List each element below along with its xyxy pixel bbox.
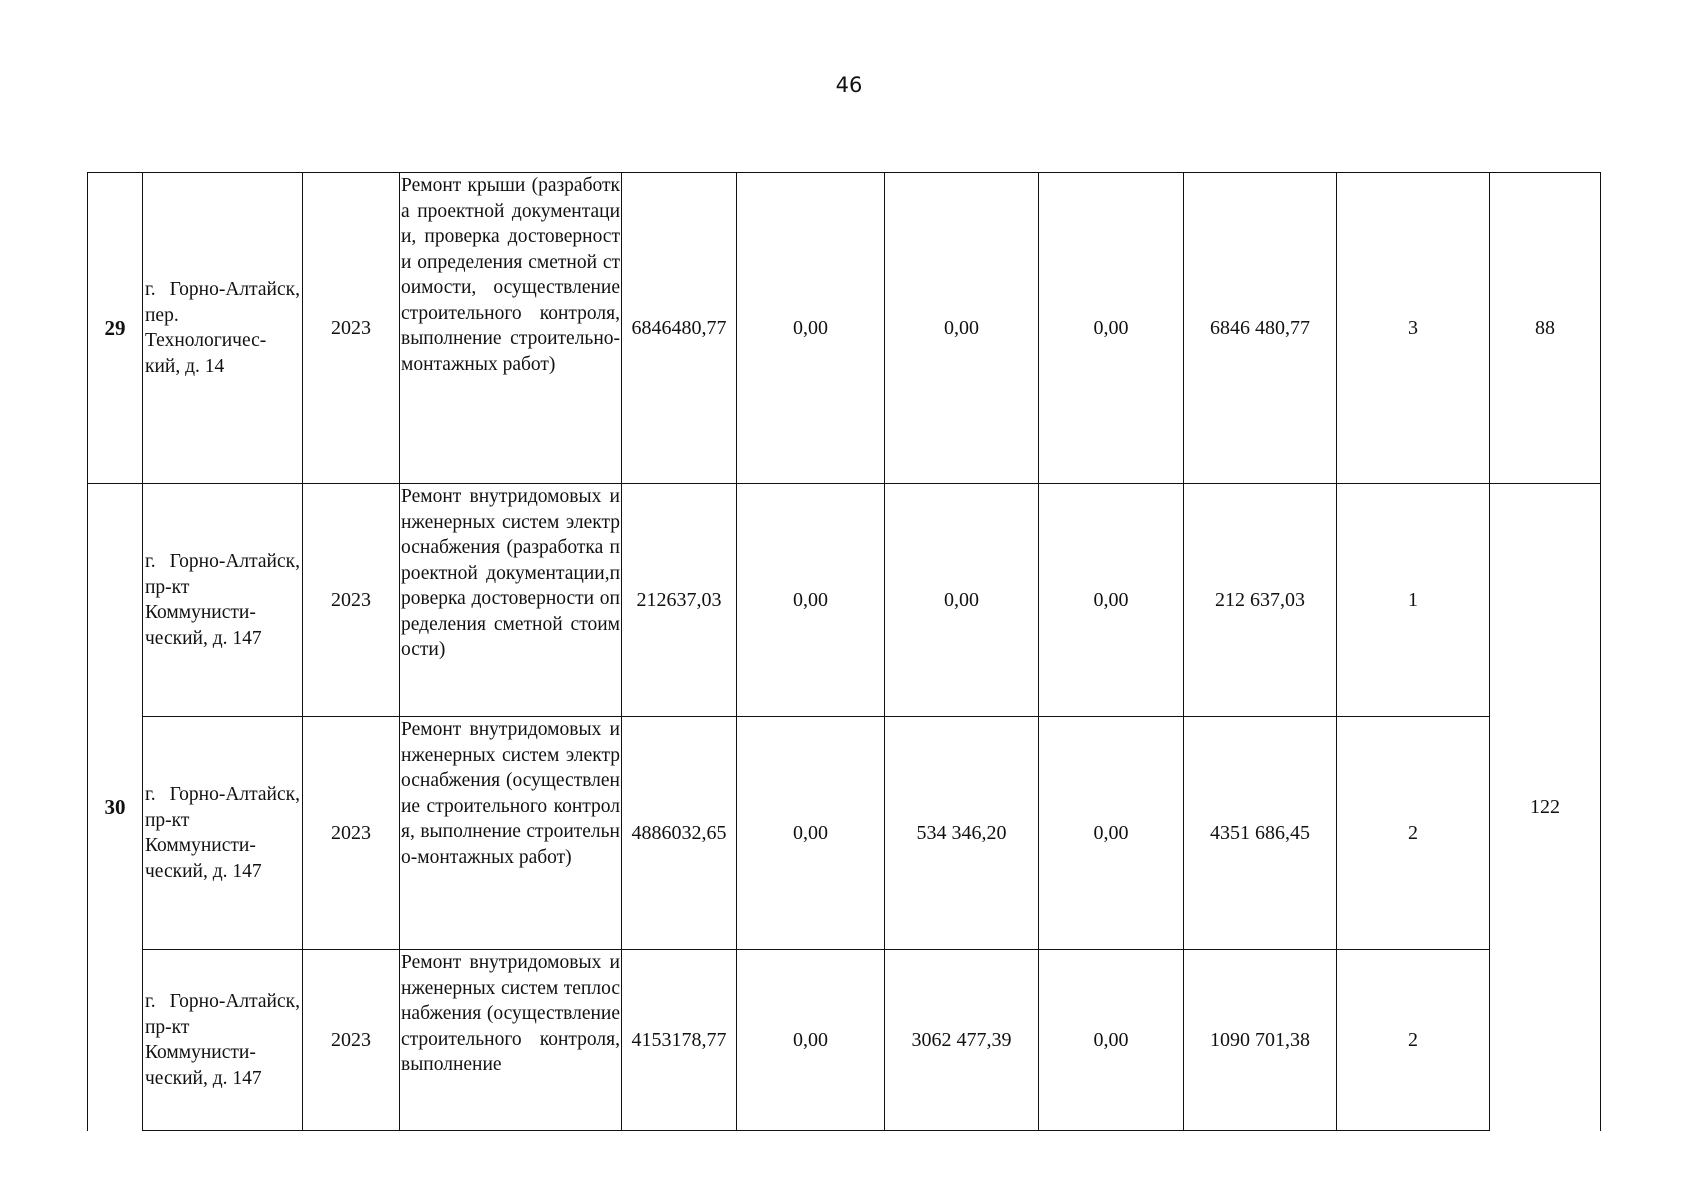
owners-funds-cell: 4351 686,45 xyxy=(1184,717,1337,950)
months-cell: 3 xyxy=(1337,173,1490,484)
repair-works-table xyxy=(87,172,1601,1131)
fund-cell: 0,00 xyxy=(737,484,885,717)
owners-funds-cell: 1090 701,38 xyxy=(1184,950,1337,1131)
table-row xyxy=(88,717,1601,950)
table-row xyxy=(88,950,1601,1131)
months-cell: 2 xyxy=(1337,950,1490,1131)
total-cost-cell: 212637,03 xyxy=(622,484,737,717)
row-number: 30 xyxy=(88,484,143,1131)
fund-cell: 0,00 xyxy=(737,717,885,950)
total-cost-cell: 4153178,77 xyxy=(622,950,737,1131)
count-cell: 122 xyxy=(1490,484,1601,1131)
region-budget-cell: 3062 477,39 xyxy=(885,950,1039,1131)
page-number: 46 xyxy=(835,73,863,97)
local-budget-cell: 0,00 xyxy=(1039,173,1184,484)
year-cell: 2023 xyxy=(303,173,400,484)
address-cell: г. Горно-Алтайск, пр-кт Коммунисти-ческий, д. 147 xyxy=(143,950,303,1131)
table-row xyxy=(88,484,1601,717)
owners-funds-cell: 212 637,03 xyxy=(1184,484,1337,717)
owners-funds-cell: 6846 480,77 xyxy=(1184,173,1337,484)
region-budget-cell: 0,00 xyxy=(885,173,1039,484)
total-cost-cell: 4886032,65 xyxy=(622,717,737,950)
work-type-cell: Ремонт внутридомовых инженерных систем электроснабжения (осуществление строительного контроля, выполнение строительно-монтажных работ) xyxy=(400,717,622,950)
year-cell: 2023 xyxy=(303,950,400,1131)
address-cell: г. Горно-Алтайск, пр-кт Коммунисти-ческий, д. 147 xyxy=(143,717,303,950)
local-budget-cell: 0,00 xyxy=(1039,484,1184,717)
year-cell: 2023 xyxy=(303,484,400,717)
fund-cell: 0,00 xyxy=(737,950,885,1131)
total-cost-cell: 6846480,77 xyxy=(622,173,737,484)
year-cell: 2023 xyxy=(303,717,400,950)
work-type-cell: Ремонт крыши (разработка проектной документации, проверка достоверности определения сметной стоимости, осуществление строительного контроля, выполнение строительно-монтажных работ) xyxy=(400,173,622,484)
table-row xyxy=(88,173,1601,484)
local-budget-cell: 0,00 xyxy=(1039,717,1184,950)
fund-cell: 0,00 xyxy=(737,173,885,484)
months-cell: 2 xyxy=(1337,717,1490,950)
address-cell: г. Горно-Алтайск, пр-кт Коммунисти-ческий, д. 147 xyxy=(143,484,303,717)
work-type-cell: Ремонт внутридомовых инженерных систем электроснабжения (разработка проектной документации,проверка достоверности определения сметной стоимости) xyxy=(400,484,622,717)
region-budget-cell: 534 346,20 xyxy=(885,717,1039,950)
row-number: 29 xyxy=(88,173,143,484)
address-cell: г. Горно-Алтайск, пер. Технологичес-кий, д. 14 xyxy=(143,173,303,484)
count-cell: 88 xyxy=(1490,173,1601,484)
work-type-cell: Ремонт внутридомовых инженерных систем теплоснабжения (осуществление строительного контроля, выполнение xyxy=(400,950,622,1131)
local-budget-cell: 0,00 xyxy=(1039,950,1184,1131)
months-cell: 1 xyxy=(1337,484,1490,717)
region-budget-cell: 0,00 xyxy=(885,484,1039,717)
